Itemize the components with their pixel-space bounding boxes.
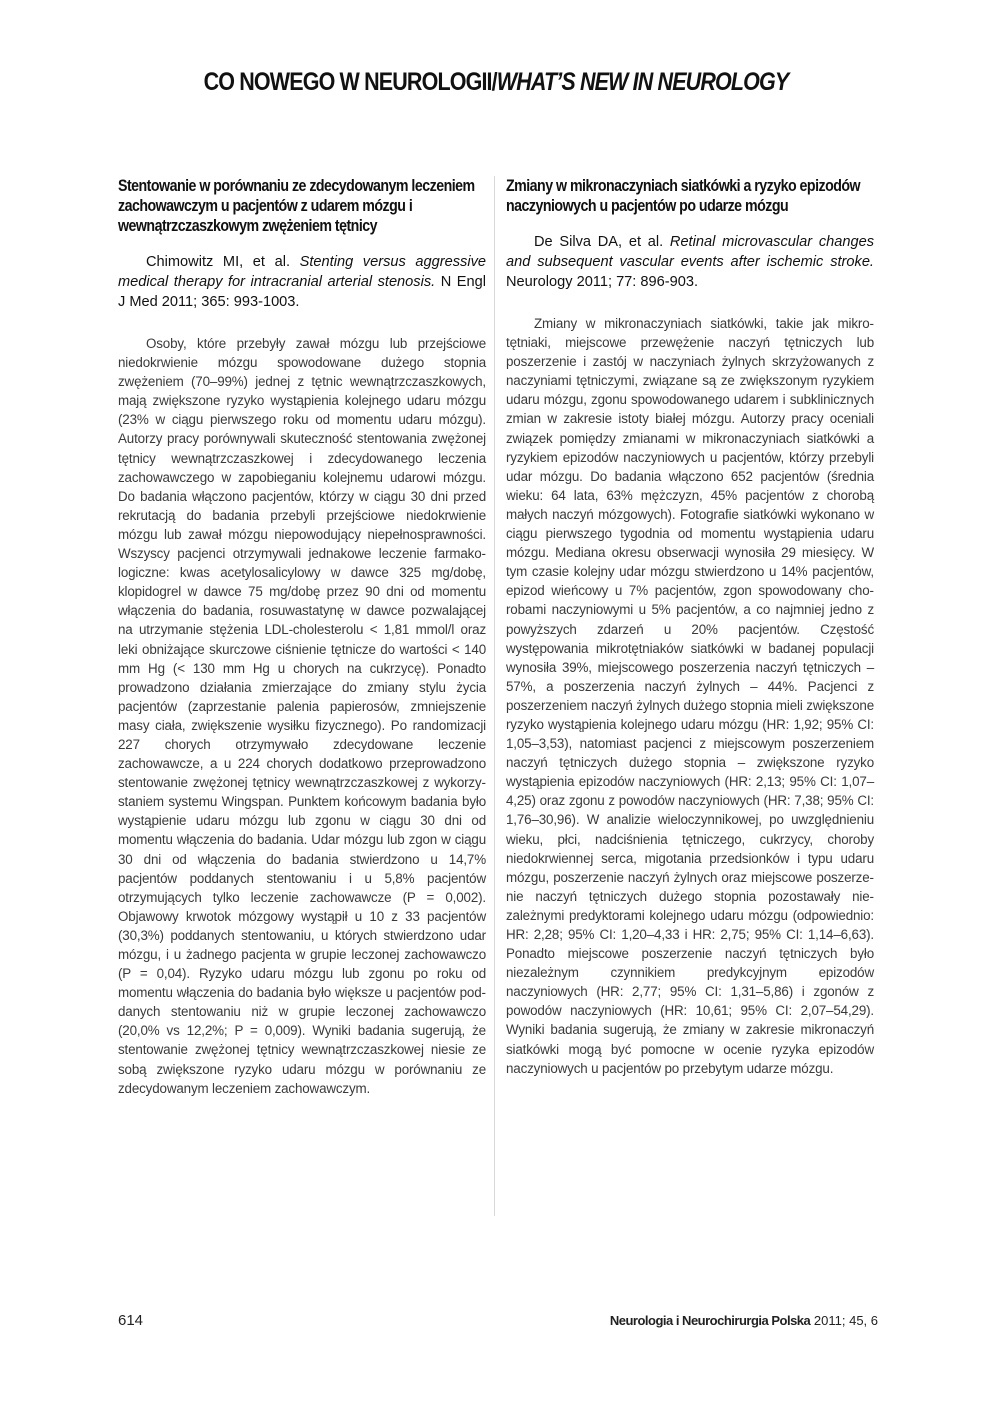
article-body: Zmiany w mikronaczyniach siatkówki, takie jak mikrotętniaki, miejscowe przewężenie naczyń tętniczych lub poszerzenie i zastój w naczyniach żylnych skrzyżowanych z naczyniami tętniczymi, związane są ze zwiększonym ryzykiem udaru mózgu, zgonu spowodowanego udarem i subklinicznych zmian w zakresie istoty białej mózgu. Autorzy pracy oceniali związek pomiędzy zmianami w mikronaczyniach siatkówki a ryzykiem epizodów naczyniowych u pacjentów, którzy przebyli udar mózgu. Do badania włączono 652 pacjentów (średnia wieku: 64 lata, 63% mężczyzn, 45% pacjentów z chorobą małych naczyń mózgowych). Fotografie siatkówki wykonano w ciągu pierwszego tygodnia od momentu wystąpienia udaru mózgu. Mediana okresu obserwacji wynosiła 29 miesięcy. W tym czasie kolejny udar mózgu stwierdzono u 14% pacjentów, epizod wieńcowy u 7% pacjentów, zgon spowodowany chorobami naczyniowymi u 5% pacjentów, a co najmniej jedno z powyższych zdarzeń u 20% pacjentów. Częstość występowania mikrotętniaków siatkówki w badanej populacji wynosiła 39%, miejscowego poszerzenia naczyń tętniczych – 57%, a poszerzenia naczyń żylnych – 44%. Pacjenci z poszerzeniem naczyń żylnych dużego stopnia mieli zwiększone ryzyko wystąpienia kolejnego udaru mózgu (HR: 1,92; 95% CI: 1,05–3,53), natomiast pacjenci z miejscowym poszerzeniem naczyń tętniczych dużego stopnia – zwiększone ryzyko wystąpienia epizodów naczyniowych (HR: 2,13; 95% CI: 1,07–4,25) oraz zgonu z powodów naczyniowych (HR: 7,38; 95% CI: 1,76–30,96). W analizie wieloczynnikowej, po uwzględnieniu wieku, płci, nadciśnienia tętniczego, cukrzycy, choroby niedokrwiennej serca, migotania przedsionków i typu udaru mózgu, poszerzenie naczyń żylnych oraz miejscowe poszerzenie naczyń tętniczych dużego stopnia pozostawały niezależnymi predyktorami kolejnego udaru mózgu (odpowiednio: HR: 2,28; 95% CI: 1,20–4,33 i HR: 2,75; 95% CI: 1,14–6,63). Ponadto miejscowe poszerzenie naczyń tętniczych było niezależnym czynnikiem predykcyjnym epizodów naczyniowych (HR: 2,77; 95% CI: 1,31–5,86) i zgonów z powodów naczyniowych (HR: 10,61; 95% CI: 2,07–54,29). Wyniki badania sugerują, że zmiany w zakresie mikronaczyń siatkówki mogą być pomocne w ocenie ryzyka epizodów naczyniowych u pacjentów po przebytym udarze mózgu. — [506, 316, 874, 1076]
header-separator: / — [491, 68, 497, 96]
article-title: Stentowanie w porównaniu ze zdecydowanym leczeniem zachowawczym u pacjentów z udarem mózgu i wewnątrzczaszkowym zwężeniem tętnicy — [118, 177, 475, 235]
citation-title: Retinal microvascular changes and subsequent vascular events after ischemic stroke. — [506, 234, 874, 270]
footer-journal — [610, 1313, 878, 1328]
column-divider — [494, 176, 495, 1216]
citation-title: Stenting versus aggressive medical therapy for intracranial arterial stenosis. — [118, 254, 486, 290]
article-left — [118, 176, 486, 1098]
citation-authors: De Silva DA, et al. — [534, 234, 664, 250]
header-title-pl: CO NOWEGO W NEUROLOGII — [203, 68, 492, 96]
citation-journal: Neurology 2011; 77: 896-903. — [506, 274, 699, 290]
journal-issue: 2011; 45, 6 — [813, 1313, 878, 1328]
article-citation — [506, 232, 874, 292]
journal-name: Neurologia i Neurochirurgia Polska — [609, 1313, 811, 1328]
citation-journal: N Engl J Med 2011; 365: 993-1003. — [118, 274, 486, 310]
page-number: 614 — [118, 1312, 144, 1329]
article-body: Osoby, które przebyły zawał mózgu lub przejściowe niedokrwienie mózgu spowodowane dużego stopnia zwężeniem (70–99%) jednej z tętnic wewnątrzczaszkowych, mają zwiększone ryzyko wystąpienia kolejnego udaru mózgu (23% w ciągu pierwszego roku od momentu udaru mózgu). Autorzy pracy porównywali skuteczność stentowania zwężonej tętnicy wewnątrzczaszkowej i zdecydowanego leczenia zachowawczego w zapobieganiu kolejnemu udarowi mózgu. Do badania włączono pacjentów, którzy w ciągu 30 dni przed rekrutacją do badania przebyli przejściowe niedokrwienie mózgu lub zawał mózgu niepowodujący niepełnosprawności. Wszyscy pacjenci otrzymywali jednakowe leczenie farmakologiczne: kwas acetylosalicylowy w dawce 325 mg/dobę, klopidogrel w dawce 75 mg/dobę przez 90 dni od momentu włączenia do badania, rosuwastatynę w dawce pozwalającej na utrzymanie stężenia LDL-cholesterolu < 1,81 mmol/l oraz leki obniżające skurczowe ciśnienie tętnicze do wartości < 140 mm Hg (< 130 mm Hg u chorych na cukrzycę). Ponadto prowadzono działania zmierzające do zmiany stylu życia pacjentów (zaprzestanie palenia papierosów, zmniejszenie masy ciała, zwiększenie wysiłku fizycznego). Po randomizacji 227 chorych otrzymywało zdecydowane leczenie zachowawcze, a u 224 chorych dodatkowo przeprowadzono stentowanie zwężonej tętnicy wewnątrzczaszkowej z wykorzystaniem systemu Wingspan. Punktem końcowym badania było wystąpienie udaru mózgu lub zgonu w ciągu 30 dni od momentu włączenia do badania. Udar mózgu lub zgon w ciągu 30 dni od włączenia do badania stwierdzono u 14,7% pacjentów poddanych stentowaniu i u 5,8% pacjentów otrzymujących tylko leczenie zachowawcze (P = 0,002). Objawowy krwotok mózgowy wystąpił u 10 z 33 pacjentów (30,3%) poddanych stentowaniu, u których stwierdzono udar mózgu, i u żadnego pacjenta w grupie leczonej zachowawczo (P = 0,04). Ryzyko udaru mózgu lub zgonu po roku od momentu włączenia do badania było większe u pacjentów poddanych stentowaniu niż w grupie leczonej zachowawczo (20,0% vs 12,2%; P = 0,009). Wyniki badania sugerują, że stentowanie zwężonej tętnicy wewnątrzczaszkowej niesie ze sobą zwiększone ryzyko udaru mózgu w porównaniu ze zdecydowanym leczeniem zachowawczym. — [118, 336, 486, 1096]
article-title: Zmiany w mikronaczyniach siatkówki a ryzyko epizodów naczyniowych u pacjentów po udarze mózgu — [506, 177, 861, 215]
article-right — [506, 176, 874, 1078]
page-header — [69, 68, 922, 97]
article-citation — [118, 252, 486, 312]
header-title-en: WHAT’S NEW IN NEUROLOGY — [496, 68, 789, 96]
citation-authors: Chimowitz MI, et al. — [146, 254, 291, 270]
